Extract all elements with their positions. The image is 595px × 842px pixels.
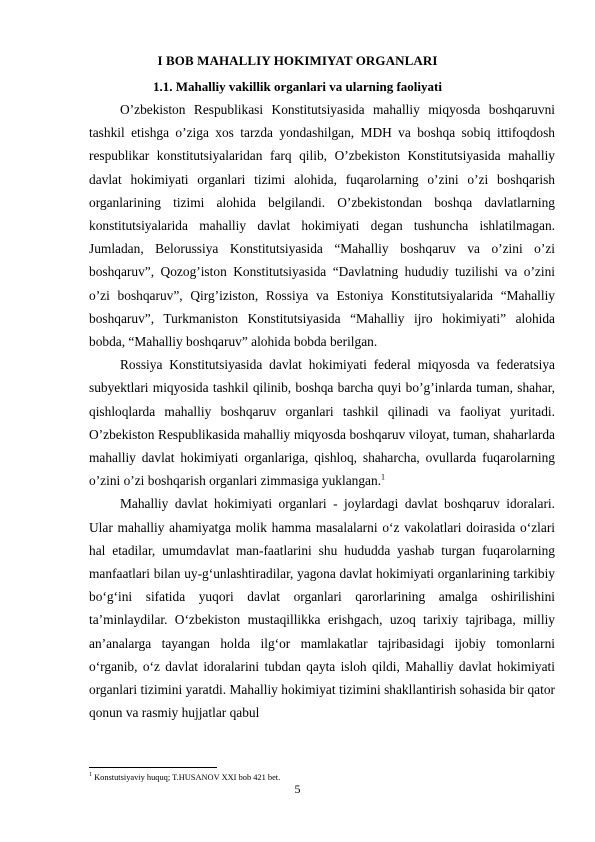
body-text: [89, 98, 555, 724]
paragraph-text: Rossiya Konstitutsiyasida davlat hokimiyati federal miqyosda va federatsiya subyektlari miqyosida tashkil qilinib, boshqa barcha quyi bo’g’inlarda tuman, shahar, qishloqlarda mahalliy boshqaruv organlari tashkil qilinadi va faoliyat yuritadi. O’zbekiston Respublikasida mahalliy miqyosda boshqaruv viloyat, tuman, shaharlarda mahalliy davlat hokimiyati organlariga, qishloq, shaharcha, ovullarda fuqarolarning o’zini o’zi boshqarish organlari zimmasiga yuklangan.: [89, 357, 555, 489]
page-number: 5: [294, 782, 301, 796]
footnote-reference: 1: [381, 472, 386, 482]
section-title: 1.1. Mahalliy vakillik organlari va ularning faoliyati: [153, 79, 442, 94]
footnote-marker: 1: [89, 772, 92, 778]
paragraph: [89, 353, 555, 492]
footnote-text: Konstutsiyaviy huquq; T.HUSANOV XXI bob 421 bet.: [94, 772, 281, 782]
footnote-divider: [89, 767, 217, 768]
chapter-title: I BOB MAHALLIY HOKIMIYAT ORGANLARI: [157, 53, 438, 68]
paragraph: O’zbekiston Respublikasi Konstitutsiyasida mahalliy miqyosda boshqaruvni tashkil etishga o’ziga xos tarzda yondashilgan, MDH va boshqa sobiq ittifoqdosh respublikar konstitutsiyalaridan farq qilib, O’zbekiston Konstitutsiyasida mahalliy davlat hokimiyati organlari tizimi alohida, fuqarolarning o’zini o’zi boshqarish organlarining tizimi alohida belgilandi. O’zbekistondan boshqa davlatlarning konstitutsiyalarida mahalliy davlat hokimiyati degan tushuncha ishlatilmagan. Jumladan, Belorussiya Konstitutsiyasida “Mahalliy boshqaruv va o’zini o’zi boshqaruv”, Qozog’iston Konstitutsiyasida “Davlatning hududiy tuzilishi va o’zini o’zi boshqaruv”, Qirg’iziston, Rossiya va Estoniya Konstitutsiyalarida “Mahalliy boshqaruv”, Turkmaniston Konstitutsiyasida “Mahalliy ijro hokimiyati” alohida bobda, “Mahalliy boshqaruv” alohida bobda berilgan.: [89, 102, 555, 350]
footnote: [89, 770, 555, 783]
paragraph: Mahalliy davlat hokimiyati organlari - joylardagi davlat boshqaruv idoralari. Ular mahalliy ahamiyatga molik hamma masalalarni o‘z vakolatlari doirasida o‘zlari hal etadilar, umumdavlat man-faatlarini shu hududda yashab turgan fuqarolarning manfaatlari bilan uy-g‘unlashtiradilar, yagona davlat hokimiyati organlarining tarkibiy bo‘g‘ini sifatida yuqori davlat organlari qarorlarining amalga oshirilishini ta’minlaydilar. O‘zbekiston mustaqillikka erishgach, uzoq tarixiy tajribaga, milliy an’analarga tayangan holda ilg‘or mamlakatlar tajribasidagi ijobiy tomonlarni o‘rganib, o‘z davlat idoralarini tubdan qayta isloh qildi, Mahalliy davlat hokimiyati organlari tizimini yaratdi. Mahalliy hokimiyat tizimini shakllantirish sohasida bir qator qonun va rasmiy hujjatlar qabul: [89, 496, 555, 721]
